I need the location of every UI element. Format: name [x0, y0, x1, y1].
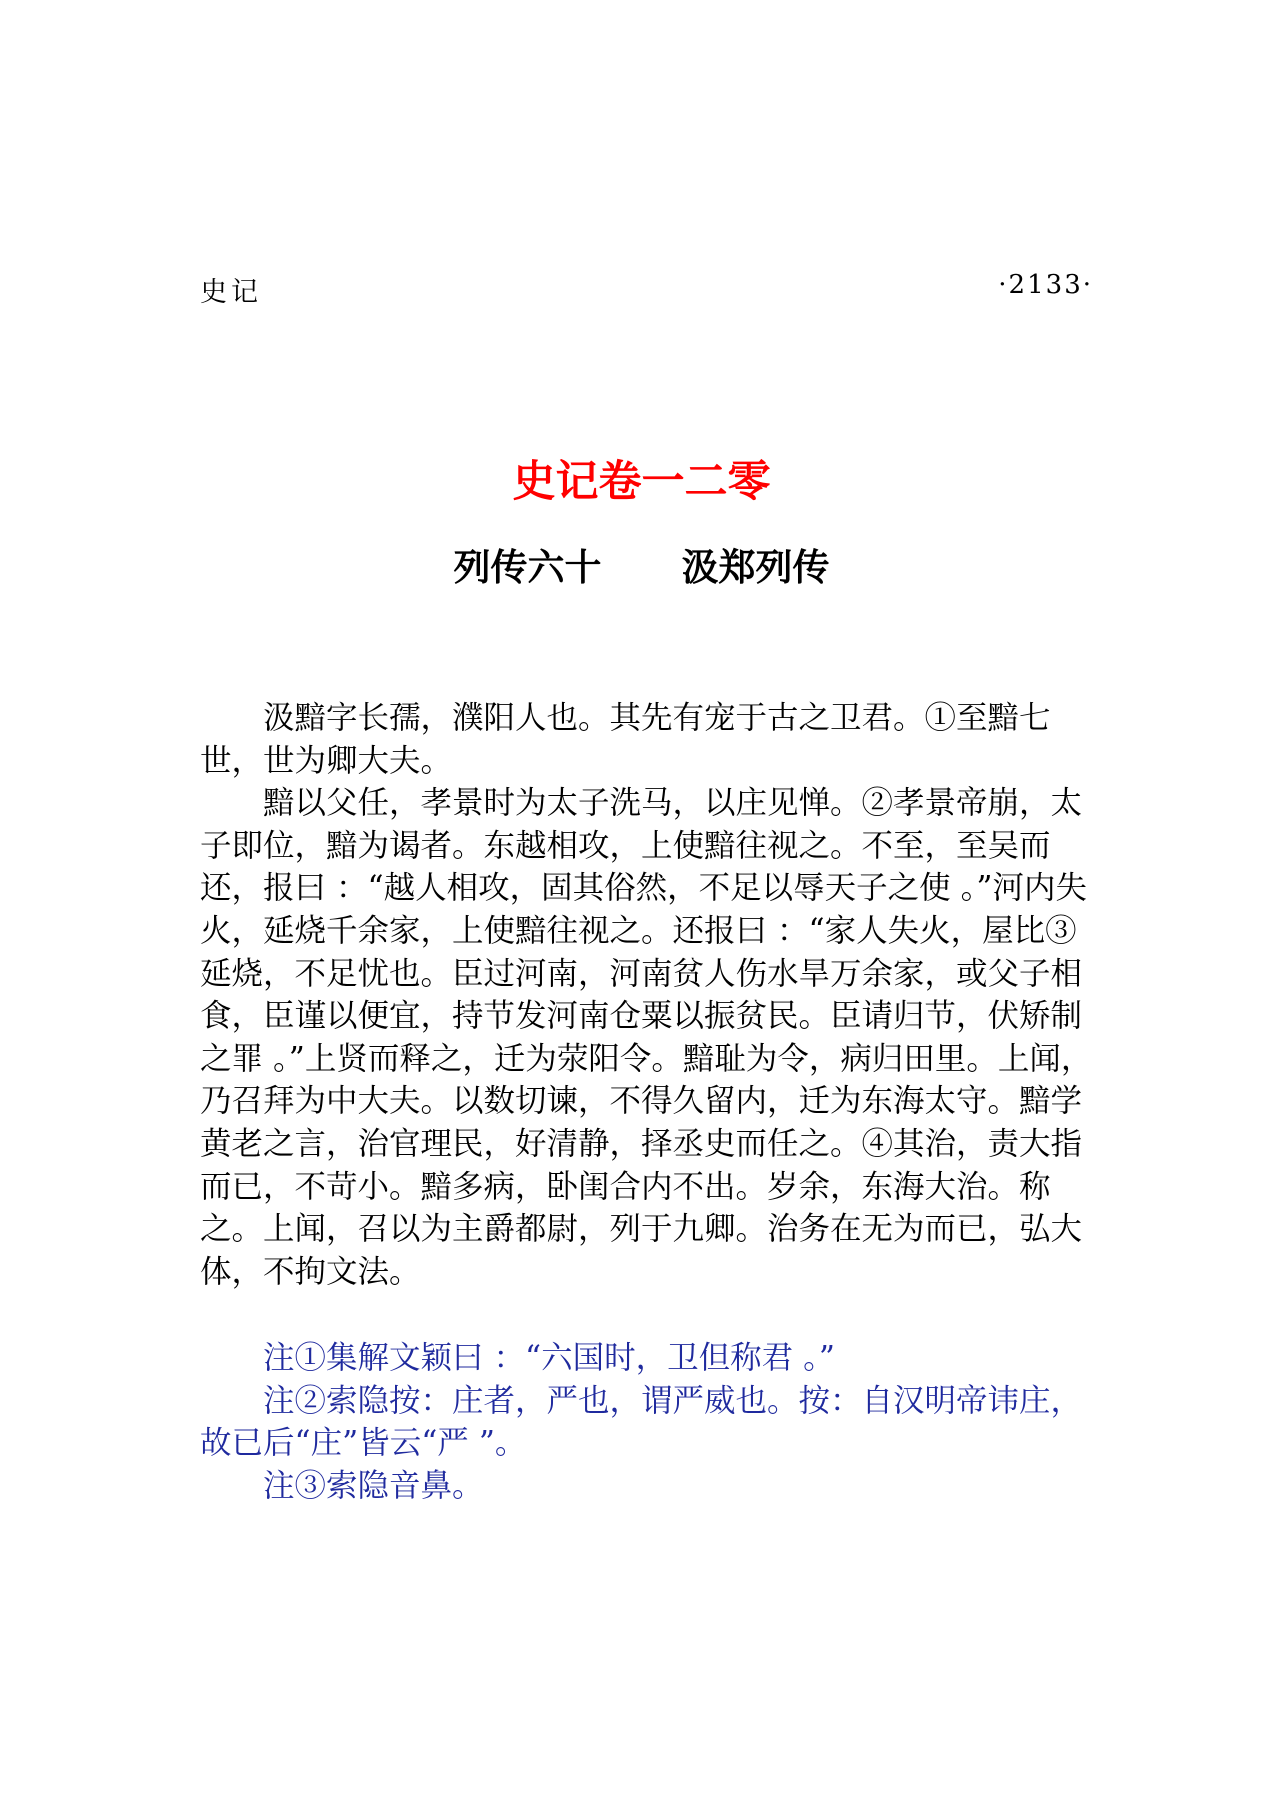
note: 注①集解文颖曰 ：“六国时，卫但称君 。”: [263, 1340, 835, 1376]
chapter-name: 汲郑列传: [681, 546, 830, 589]
note: 注②索隐按：庄者，严也，谓严威也。按：自汉明帝讳庄，故已后“庄”皆云“严 ”。: [200, 1382, 1083, 1462]
paragraph: 汲黯字长孺，濮阳人也。其先有宠于古之卫君。①至黯七世，世为卿大夫。: [200, 700, 1051, 779]
chapter-title: [0, 540, 1283, 596]
notes-section: [200, 1337, 1100, 1507]
note: 注③索隐音鼻。: [263, 1467, 484, 1504]
running-header: [200, 270, 1093, 310]
main-text: [200, 697, 1100, 1293]
volume-title: 史记卷一二零: [512, 457, 771, 507]
page-number: ·2133·: [998, 270, 1093, 300]
paragraph: 黯以父任，孝景时为太子洗马，以庄见惮。②孝景帝崩，太子即位，黯为谒者。东越相攻，上使黯往视之。不至，至吴而还，报曰 ：“越人相攻，固其俗然，不足以辱天子之使 。”河内失火，延烧千余家，上使黯往视之。还报曰 ：“家人失火，屋比③延烧，不足忧也。臣过河南，河南贫人伤水旱万余家，或父子相食，臣谨以便宜，持节发河南仓粟以振贫民。臣请归节，伏矫制之罪 。”上贤而释之，迁为荥阳令。黯耻为令，病归田里。上闻，乃召拜为中大夫。以数切谏，不得久留内，迁为东海太守。黯学黄老之言，治官理民，好清静，择丞史而任之。④其治，责大指而已，不苛小。黯多病，卧闺合内不出。岁余，东海大治。称之。上闻，召以为主爵都尉，列于九卿。治务在无为而已，弘大体，不拘文法。: [200, 785, 1093, 1290]
chapter-section: 列传六十: [453, 546, 602, 589]
book-title: 史记: [200, 277, 262, 308]
